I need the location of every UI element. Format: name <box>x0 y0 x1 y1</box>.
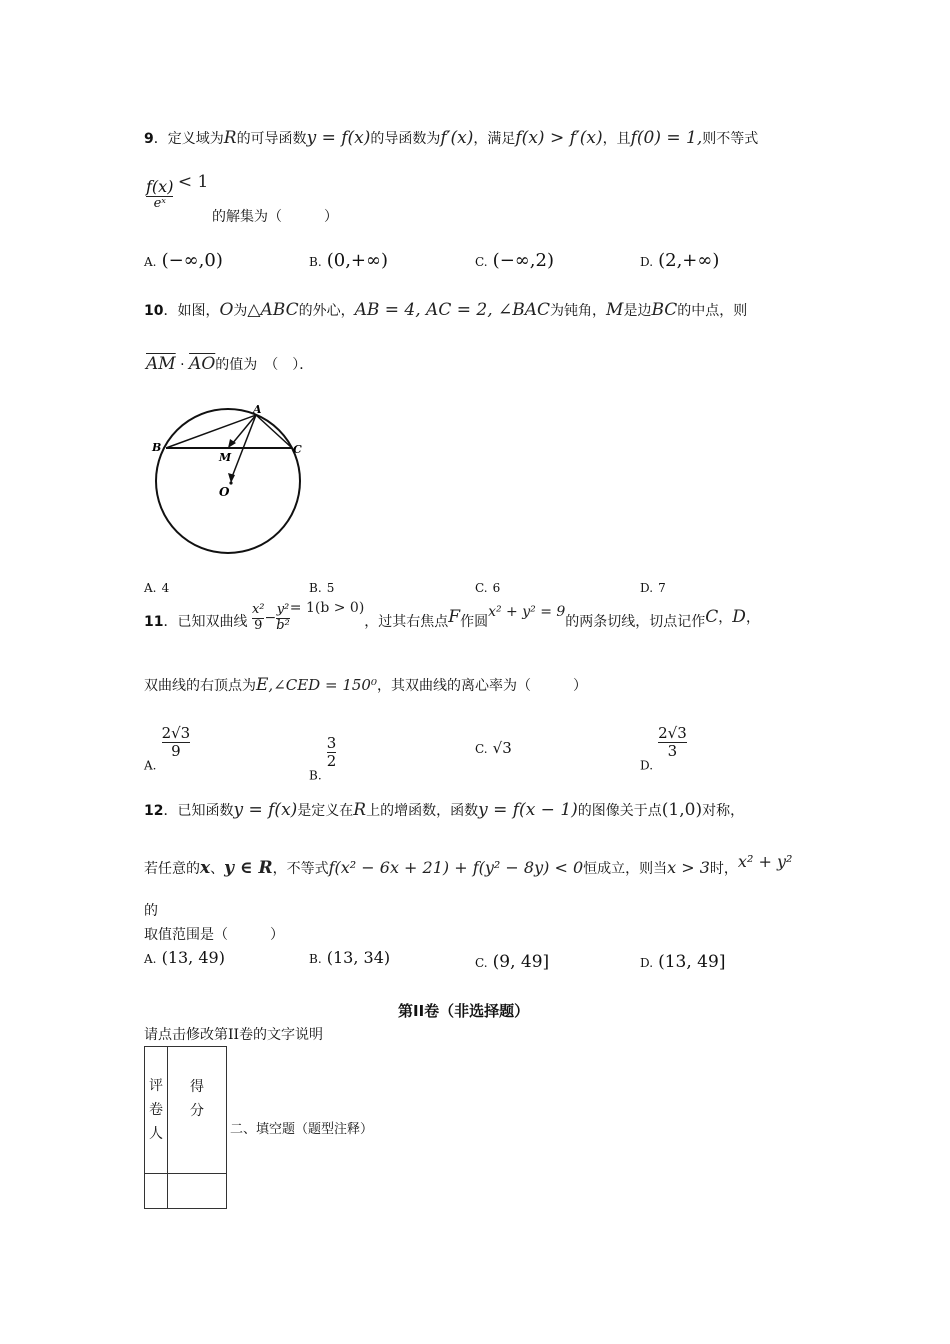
q12-stem: 12．已知函数y = f(x)是定义在R上的增函数，函数y = f(x − 1)的图像关于点(1,0)对称， <box>144 800 745 820</box>
grader-input-cell[interactable] <box>145 1174 168 1209</box>
q9-stem: 9．定义域为R的可导函数y = f(x)的导函数为f′(x)，满足f(x) > f′(x)，且f(0) = 1,则不等式 <box>144 128 759 148</box>
q10-circle-figure <box>140 395 320 555</box>
q9-option-d[interactable]: D. (2,+∞) <box>640 250 720 271</box>
q10-option-a[interactable]: A. 4 <box>144 581 170 595</box>
part2-title: 第II卷（非选择题） <box>398 1002 530 1020</box>
q9-number: 9 <box>144 131 154 147</box>
label-o: O <box>219 485 230 499</box>
q12-option-d[interactable]: D. (13, 49] <box>640 952 726 972</box>
q12-number: 12 <box>144 803 164 819</box>
part2-note[interactable]: 请点击修改第II卷的文字说明 <box>144 1027 324 1043</box>
point-o <box>229 481 232 484</box>
q10-option-b[interactable]: B. 5 <box>309 581 335 595</box>
q10-number: 10 <box>144 303 164 319</box>
q12-option-a[interactable]: A. (13, 49) <box>144 948 225 967</box>
vector-ao <box>232 415 256 477</box>
segment-ac <box>256 415 292 448</box>
label-a: A <box>253 403 262 416</box>
q12-range: 取值范围是（ ） <box>144 927 284 943</box>
q10-vector-line: $\overline{AM} \cdot \overline{AO}$的值为 （ ）． <box>146 354 314 374</box>
q11-option-a[interactable]: $_{A.}$ $\frac{2√3}{9}$ <box>144 724 191 773</box>
q9-inequality: $\frac{f(x)}{\text{eˣ}}$ < 1 <box>146 172 209 212</box>
circumcircle <box>156 409 300 553</box>
label-b: B <box>152 441 162 454</box>
q12-de: 的 <box>144 903 158 919</box>
q12-stem-2: 若任意的x、y ∈ R，不等式f(x² − 6x + 21) + f(y² − 8y) < 0恒成立，则当x > 3时，x² + y² <box>144 852 793 878</box>
q11-stem-2: 双曲线的右顶点为E,∠CED = 150⁰，其双曲线的离心率为（ ） <box>144 675 587 695</box>
score-input-cell[interactable] <box>168 1174 227 1209</box>
q11-hyperbola-x: $\frac{\text{x²}}{9}$ <box>251 601 265 633</box>
q10-option-c[interactable]: C. 6 <box>475 581 501 595</box>
q9-option-c[interactable]: C. (−∞,2) <box>475 250 554 271</box>
q9-tail: 的解集为（ ） <box>212 209 338 225</box>
score-table <box>144 1046 227 1209</box>
q12-option-c[interactable]: C. (9, 49] <box>475 952 550 972</box>
q12-option-b[interactable]: B. (13, 34) <box>309 948 391 967</box>
score-cell: 得分 <box>168 1047 227 1174</box>
q11-option-d[interactable]: $_{D.}$ $\frac{2√3}{3}$ <box>640 724 687 773</box>
q10-stem: 10．如图，O为△ABC的外心，AB = 4, AC = 2, ∠BAC为钝角，M是边BC的中点，则 <box>144 300 748 320</box>
q11-stem: 11．已知双曲线 $\frac{\text{x²}}{9}$ − $\frac{\text{y²}}{\text{b²}}$ = 1(b > 0)，过其右焦点F作圆x² + y² = 9的两条切线，切点记作C，D， <box>144 600 760 633</box>
section-heading: 二、填空题（题型注释） <box>230 1122 374 1137</box>
q11-option-b[interactable]: $_{B.}$ $\frac{3}{2}$ <box>309 734 337 783</box>
q11-hyperbola-y: $\frac{\text{y²}}{\text{b²}}$ <box>276 601 290 633</box>
grader-cell: 评卷人 <box>145 1047 168 1174</box>
q9-fraction: $\frac{f(x)}{\text{eˣ}}$ <box>146 176 174 212</box>
q9-option-a[interactable]: A. (−∞,0) <box>144 250 223 271</box>
label-c: C <box>293 443 302 456</box>
q9-option-b[interactable]: B. (0,+∞) <box>309 250 389 271</box>
q11-option-c[interactable]: C. √3 <box>475 739 512 757</box>
q10-option-d[interactable]: D. 7 <box>640 581 666 595</box>
label-m: M <box>219 451 232 464</box>
q11-number: 11 <box>144 614 164 630</box>
